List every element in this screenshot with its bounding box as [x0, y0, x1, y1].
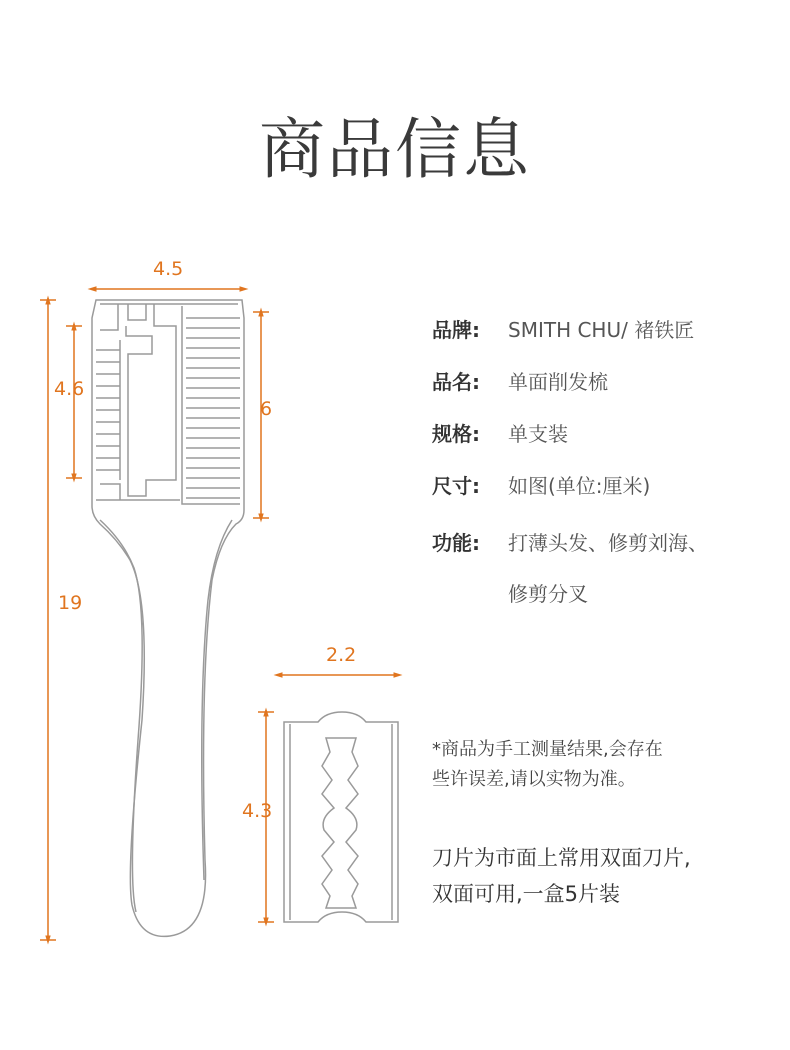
- disclaimer-line: *商品为手工测量结果,会存在: [432, 739, 663, 760]
- spec-value: 如图(单位:厘米): [508, 474, 651, 498]
- comb-teeth: [186, 318, 240, 498]
- spec-value: 单面削发梳: [508, 370, 608, 394]
- page-title: 商品信息: [259, 111, 531, 188]
- spec-label: 品名:: [432, 370, 480, 394]
- blade-note-line: 双面可用,一盒5片装: [432, 882, 621, 906]
- spec-label: 品牌:: [432, 318, 480, 342]
- spec-product-name: [432, 366, 608, 395]
- dim-comb-width: 4.5: [153, 258, 184, 280]
- spec-label: 规格:: [432, 422, 480, 446]
- spec-value: 单支装: [508, 422, 568, 446]
- spec-value: 打薄头发、修剪刘海、: [508, 531, 708, 555]
- dimension-lines: [40, 289, 398, 940]
- dim-blade-height: 4.3: [242, 800, 273, 822]
- dim-teeth-height: 4.6: [54, 378, 85, 400]
- measurement-disclaimer: [432, 735, 752, 795]
- spec-label: 尺寸:: [432, 474, 480, 498]
- spec-value: SMITH CHU/ 褚铁匠: [508, 318, 695, 342]
- disclaimer-line: 些许误差,请以实物为准。: [432, 769, 636, 790]
- dim-total-length: 19: [58, 592, 83, 614]
- blade-note: [432, 840, 772, 912]
- spec-value: 修剪分叉: [508, 582, 588, 606]
- spec-function: [432, 527, 708, 556]
- spec-size: [432, 470, 651, 499]
- spec-brand: [432, 314, 695, 343]
- razor-blade-drawing: [284, 712, 398, 922]
- spec-package: [432, 418, 568, 447]
- spec-label: 功能:: [432, 531, 480, 555]
- comb-drawing: [92, 300, 244, 936]
- dim-blade-width: 2.2: [326, 644, 357, 666]
- dim-comb-height: 6: [260, 398, 273, 420]
- blade-clip-teeth: [96, 304, 176, 500]
- blade-note-line: 刀片为市面上常用双面刀片,: [432, 846, 691, 870]
